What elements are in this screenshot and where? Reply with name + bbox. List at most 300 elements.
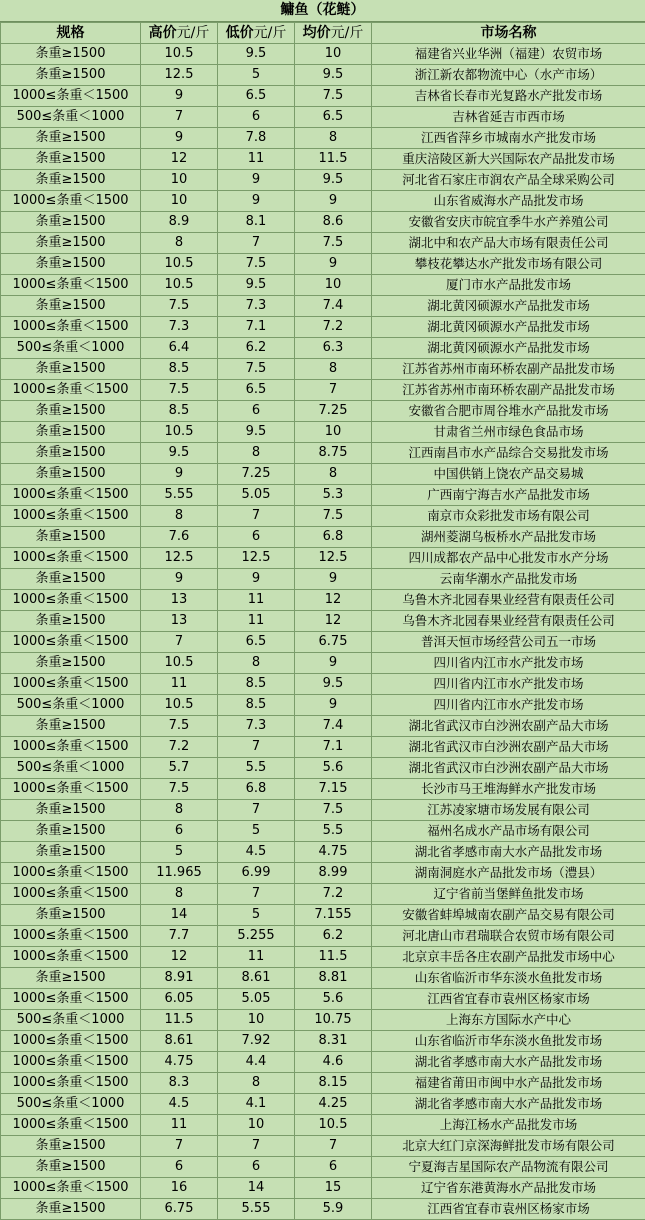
table-row	[1, 65, 645, 86]
cell-spec: 1000≤条重＜1500	[1, 485, 141, 506]
cell-low: 7.92	[218, 1031, 295, 1052]
cell-avg: 8	[295, 128, 372, 149]
cell-avg: 8.15	[295, 1073, 372, 1094]
cell-high: 9	[141, 464, 218, 485]
cell-market: 南京市众彩批发市场有限公司	[372, 506, 645, 527]
cell-avg: 9	[295, 695, 372, 716]
cell-market: 安徽省蚌埠城南农副产品交易有限公司	[372, 905, 645, 926]
cell-high: 8.61	[141, 1031, 218, 1052]
table-row	[1, 422, 645, 443]
cell-spec: 1000≤条重＜1500	[1, 863, 141, 884]
table-row	[1, 653, 645, 674]
price-table	[0, 22, 645, 1220]
cell-low: 7	[218, 1136, 295, 1157]
table-row	[1, 44, 645, 65]
cell-low: 7	[218, 233, 295, 254]
cell-avg: 12.5	[295, 548, 372, 569]
cell-low: 9	[218, 170, 295, 191]
cell-high: 4.5	[141, 1094, 218, 1115]
cell-spec: 500≤条重＜1000	[1, 1094, 141, 1115]
cell-spec: 条重≥1500	[1, 212, 141, 233]
cell-market: 中国供销上饶农产品交易城	[372, 464, 645, 485]
table-row	[1, 716, 645, 737]
cell-low: 6.5	[218, 380, 295, 401]
cell-high: 5.7	[141, 758, 218, 779]
table-row	[1, 1052, 645, 1073]
cell-low: 9.5	[218, 275, 295, 296]
cell-market: 福建省莆田市闽中水产品批发市场	[372, 1073, 645, 1094]
cell-avg: 7.2	[295, 317, 372, 338]
cell-market: 湖北省武汉市白沙洲农副产品大市场	[372, 716, 645, 737]
cell-avg: 7.155	[295, 905, 372, 926]
cell-market: 安徽省安庆市皖宜季牛水产养殖公司	[372, 212, 645, 233]
cell-avg: 4.6	[295, 1052, 372, 1073]
table-row	[1, 107, 645, 128]
table-row	[1, 926, 645, 947]
cell-avg: 7.5	[295, 233, 372, 254]
cell-market: 辽宁省前当堡鲜鱼批发市场	[372, 884, 645, 905]
cell-low: 5	[218, 821, 295, 842]
cell-spec: 500≤条重＜1000	[1, 107, 141, 128]
cell-high: 8	[141, 233, 218, 254]
sheet-title: 鳙鱼（花鲢）	[0, 0, 645, 22]
cell-low: 5	[218, 65, 295, 86]
cell-high: 11	[141, 1115, 218, 1136]
cell-market: 江苏省苏州市南环桥农副产品批发市场	[372, 359, 645, 380]
table-row	[1, 1157, 645, 1178]
cell-high: 8.91	[141, 968, 218, 989]
cell-spec: 1000≤条重＜1500	[1, 191, 141, 212]
cell-spec: 1000≤条重＜1500	[1, 947, 141, 968]
cell-spec: 500≤条重＜1000	[1, 695, 141, 716]
cell-market: 甘肃省兰州市绿色食品市场	[372, 422, 645, 443]
cell-high: 9	[141, 569, 218, 590]
cell-spec: 条重≥1500	[1, 968, 141, 989]
table-row	[1, 905, 645, 926]
table-row	[1, 149, 645, 170]
cell-low: 6.2	[218, 338, 295, 359]
cell-spec: 条重≥1500	[1, 233, 141, 254]
cell-avg: 15	[295, 1178, 372, 1199]
cell-low: 7.3	[218, 296, 295, 317]
cell-spec: 1000≤条重＜1500	[1, 1115, 141, 1136]
cell-low: 8.61	[218, 968, 295, 989]
cell-market: 江苏凌家塘市场发展有限公司	[372, 800, 645, 821]
cell-avg: 8.31	[295, 1031, 372, 1052]
cell-spec: 条重≥1500	[1, 653, 141, 674]
cell-low: 8.5	[218, 674, 295, 695]
table-row	[1, 989, 645, 1010]
table-row	[1, 842, 645, 863]
header-avg-label: 均价	[303, 25, 331, 41]
cell-avg: 7.2	[295, 884, 372, 905]
cell-high: 10	[141, 191, 218, 212]
cell-high: 10.5	[141, 44, 218, 65]
cell-avg: 9.5	[295, 170, 372, 191]
cell-low: 5.05	[218, 989, 295, 1010]
cell-market: 福建省兴业华洲（福建）农贸市场	[372, 44, 645, 65]
table-row	[1, 380, 645, 401]
cell-low: 6.5	[218, 632, 295, 653]
cell-spec: 条重≥1500	[1, 170, 141, 191]
cell-low: 6.8	[218, 779, 295, 800]
cell-low: 9	[218, 569, 295, 590]
cell-low: 14	[218, 1178, 295, 1199]
table-row	[1, 947, 645, 968]
cell-high: 11.5	[141, 1010, 218, 1031]
cell-low: 5.05	[218, 485, 295, 506]
cell-avg: 8.75	[295, 443, 372, 464]
cell-low: 6.5	[218, 86, 295, 107]
cell-high: 8.9	[141, 212, 218, 233]
cell-low: 7.5	[218, 359, 295, 380]
cell-avg: 10	[295, 422, 372, 443]
cell-low: 6	[218, 527, 295, 548]
cell-market: 云南华潮水产品批发市场	[372, 569, 645, 590]
cell-avg: 9.5	[295, 65, 372, 86]
cell-spec: 条重≥1500	[1, 464, 141, 485]
table-row	[1, 296, 645, 317]
cell-high: 10.5	[141, 275, 218, 296]
table-row	[1, 401, 645, 422]
cell-low: 5.55	[218, 1199, 295, 1220]
cell-market: 河北省石家庄市润农产品全球采购公司	[372, 170, 645, 191]
cell-spec: 条重≥1500	[1, 569, 141, 590]
cell-avg: 9	[295, 653, 372, 674]
table-row	[1, 170, 645, 191]
cell-high: 12.5	[141, 65, 218, 86]
cell-spec: 1000≤条重＜1500	[1, 674, 141, 695]
cell-avg: 7	[295, 380, 372, 401]
cell-avg: 7.1	[295, 737, 372, 758]
cell-high: 7.7	[141, 926, 218, 947]
cell-avg: 12	[295, 590, 372, 611]
cell-market: 湖北中和农产品大市场有限责任公司	[372, 233, 645, 254]
cell-spec: 条重≥1500	[1, 1199, 141, 1220]
cell-high: 9	[141, 86, 218, 107]
cell-spec: 条重≥1500	[1, 359, 141, 380]
cell-spec: 1000≤条重＜1500	[1, 737, 141, 758]
cell-low: 4.4	[218, 1052, 295, 1073]
header-high-unit: 元/斤	[177, 25, 210, 41]
cell-high: 7	[141, 107, 218, 128]
cell-spec: 条重≥1500	[1, 1157, 141, 1178]
cell-low: 7	[218, 800, 295, 821]
cell-avg: 4.25	[295, 1094, 372, 1115]
cell-spec: 1000≤条重＜1500	[1, 1073, 141, 1094]
cell-avg: 7.4	[295, 716, 372, 737]
cell-spec: 1000≤条重＜1500	[1, 926, 141, 947]
cell-spec: 条重≥1500	[1, 800, 141, 821]
header-low-unit: 元/斤	[254, 25, 287, 41]
cell-market: 湖北省孝感市南大水产品批发市场	[372, 1094, 645, 1115]
cell-market: 湖南洞庭水产品批发市场（澧县）	[372, 863, 645, 884]
cell-low: 9	[218, 191, 295, 212]
cell-market: 宁夏海吉星国际农产品物流有限公司	[372, 1157, 645, 1178]
cell-spec: 1000≤条重＜1500	[1, 1052, 141, 1073]
cell-spec: 条重≥1500	[1, 1136, 141, 1157]
cell-market: 四川成都农产品中心批发市水产分场	[372, 548, 645, 569]
cell-high: 5	[141, 842, 218, 863]
cell-high: 12	[141, 947, 218, 968]
header-row	[1, 23, 645, 44]
cell-market: 北京大红门京深海鲜批发市场有限公司	[372, 1136, 645, 1157]
cell-market: 江西省宜春市袁州区杨家市场	[372, 1199, 645, 1220]
cell-spec: 条重≥1500	[1, 422, 141, 443]
cell-spec: 1000≤条重＜1500	[1, 989, 141, 1010]
cell-avg: 7.15	[295, 779, 372, 800]
table-row	[1, 758, 645, 779]
cell-avg: 7	[295, 1136, 372, 1157]
cell-high: 10.5	[141, 653, 218, 674]
cell-avg: 10.5	[295, 1115, 372, 1136]
cell-spec: 条重≥1500	[1, 842, 141, 863]
header-low-label: 低价	[226, 25, 254, 41]
table-row	[1, 695, 645, 716]
cell-market: 四川省内江市水产批发市场	[372, 695, 645, 716]
table-row	[1, 1136, 645, 1157]
cell-avg: 7.4	[295, 296, 372, 317]
cell-avg: 5.9	[295, 1199, 372, 1220]
cell-avg: 6.75	[295, 632, 372, 653]
cell-spec: 1000≤条重＜1500	[1, 779, 141, 800]
cell-market: 江西南昌市水产品综合交易批发市场	[372, 443, 645, 464]
table-row	[1, 569, 645, 590]
cell-market: 攀枝花攀达水产批发市场有限公司	[372, 254, 645, 275]
cell-high: 8.3	[141, 1073, 218, 1094]
cell-spec: 1000≤条重＜1500	[1, 884, 141, 905]
cell-avg: 6.2	[295, 926, 372, 947]
cell-avg: 9	[295, 254, 372, 275]
cell-avg: 8.99	[295, 863, 372, 884]
cell-high: 7.5	[141, 779, 218, 800]
cell-low: 7.5	[218, 254, 295, 275]
cell-avg: 6	[295, 1157, 372, 1178]
cell-low: 10	[218, 1010, 295, 1031]
cell-market: 吉林省长春市光复路水产批发市场	[372, 86, 645, 107]
cell-low: 5.5	[218, 758, 295, 779]
cell-low: 12.5	[218, 548, 295, 569]
cell-low: 8	[218, 653, 295, 674]
cell-market: 乌鲁木齐北园春果业经营有限责任公司	[372, 590, 645, 611]
cell-spec: 条重≥1500	[1, 905, 141, 926]
cell-low: 7.1	[218, 317, 295, 338]
table-row	[1, 1178, 645, 1199]
cell-spec: 500≤条重＜1000	[1, 758, 141, 779]
cell-low: 6	[218, 401, 295, 422]
cell-spec: 1000≤条重＜1500	[1, 86, 141, 107]
cell-low: 9.5	[218, 44, 295, 65]
cell-spec: 条重≥1500	[1, 716, 141, 737]
cell-market: 吉林省延吉市西市场	[372, 107, 645, 128]
cell-market: 湖州菱湖乌板桥水产品批发市场	[372, 527, 645, 548]
cell-market: 江苏省苏州市南环桥农副产品批发市场	[372, 380, 645, 401]
header-avg-unit: 元/斤	[331, 25, 364, 41]
header-avg	[295, 23, 372, 44]
cell-spec: 1000≤条重＜1500	[1, 1031, 141, 1052]
cell-avg: 6.8	[295, 527, 372, 548]
cell-high: 9	[141, 128, 218, 149]
cell-low: 7	[218, 737, 295, 758]
cell-spec: 条重≥1500	[1, 149, 141, 170]
cell-high: 7.6	[141, 527, 218, 548]
table-row	[1, 1010, 645, 1031]
cell-market: 辽宁省东港黄海水产品批发市场	[372, 1178, 645, 1199]
cell-avg: 9	[295, 569, 372, 590]
cell-avg: 10	[295, 275, 372, 296]
table-row	[1, 863, 645, 884]
cell-high: 4.75	[141, 1052, 218, 1073]
cell-high: 13	[141, 590, 218, 611]
table-row	[1, 1094, 645, 1115]
cell-spec: 条重≥1500	[1, 296, 141, 317]
cell-market: 湖北省孝感市南大水产品批发市场	[372, 1052, 645, 1073]
cell-high: 13	[141, 611, 218, 632]
cell-avg: 5.5	[295, 821, 372, 842]
table-row	[1, 254, 645, 275]
cell-low: 8.5	[218, 695, 295, 716]
cell-high: 11.965	[141, 863, 218, 884]
cell-spec: 条重≥1500	[1, 254, 141, 275]
cell-market: 湖北省武汉市白沙洲农副产品大市场	[372, 758, 645, 779]
table-row	[1, 1115, 645, 1136]
cell-market: 四川省内江市水产批发市场	[372, 674, 645, 695]
cell-market: 湖北省孝感市南大水产品批发市场	[372, 842, 645, 863]
cell-high: 7.3	[141, 317, 218, 338]
cell-high: 8	[141, 884, 218, 905]
cell-spec: 1000≤条重＜1500	[1, 590, 141, 611]
header-spec: 规格	[1, 23, 141, 44]
cell-spec: 1000≤条重＜1500	[1, 275, 141, 296]
cell-spec: 1000≤条重＜1500	[1, 380, 141, 401]
cell-high: 5.55	[141, 485, 218, 506]
cell-high: 10.5	[141, 695, 218, 716]
cell-market: 长沙市马王堆海鲜水产批发市场	[372, 779, 645, 800]
cell-spec: 条重≥1500	[1, 527, 141, 548]
header-market: 市场名称	[372, 23, 645, 44]
cell-avg: 5.6	[295, 989, 372, 1010]
table-row	[1, 233, 645, 254]
table-row	[1, 674, 645, 695]
table-row	[1, 338, 645, 359]
cell-avg: 6.3	[295, 338, 372, 359]
cell-low: 11	[218, 947, 295, 968]
cell-high: 7.5	[141, 380, 218, 401]
table-row	[1, 884, 645, 905]
cell-spec: 条重≥1500	[1, 401, 141, 422]
cell-market: 湖北黄冈硕源水产品批发市场	[372, 338, 645, 359]
cell-market: 山东省威海水产品批发市场	[372, 191, 645, 212]
cell-low: 11	[218, 149, 295, 170]
cell-low: 9.5	[218, 422, 295, 443]
cell-low: 7.25	[218, 464, 295, 485]
table-row	[1, 359, 645, 380]
cell-market: 北京京丰岳各庄农副产品批发市场中心	[372, 947, 645, 968]
table-row	[1, 800, 645, 821]
cell-low: 8	[218, 1073, 295, 1094]
cell-low: 5.255	[218, 926, 295, 947]
cell-avg: 12	[295, 611, 372, 632]
cell-avg: 7.25	[295, 401, 372, 422]
table-row	[1, 611, 645, 632]
cell-spec: 500≤条重＜1000	[1, 1010, 141, 1031]
cell-spec: 1000≤条重＜1500	[1, 317, 141, 338]
cell-market: 乌鲁木齐北园春果业经营有限责任公司	[372, 611, 645, 632]
cell-high: 6.4	[141, 338, 218, 359]
header-high-label: 高价	[149, 25, 177, 41]
table-row	[1, 275, 645, 296]
cell-low: 6.99	[218, 863, 295, 884]
table-row	[1, 1031, 645, 1052]
cell-spec: 1000≤条重＜1500	[1, 506, 141, 527]
table-row	[1, 779, 645, 800]
cell-high: 12	[141, 149, 218, 170]
cell-market: 湖北黄冈硕源水产品批发市场	[372, 317, 645, 338]
cell-low: 6	[218, 107, 295, 128]
cell-high: 8.5	[141, 401, 218, 422]
table-row	[1, 1073, 645, 1094]
cell-spec: 条重≥1500	[1, 44, 141, 65]
table-row	[1, 191, 645, 212]
cell-low: 5	[218, 905, 295, 926]
cell-low: 11	[218, 611, 295, 632]
cell-high: 6	[141, 1157, 218, 1178]
cell-low: 4.5	[218, 842, 295, 863]
table-body	[1, 44, 645, 1220]
cell-avg: 8	[295, 359, 372, 380]
cell-market: 湖北黄冈硕源水产品批发市场	[372, 296, 645, 317]
cell-market: 重庆涪陵区新大兴国际农产品批发市场	[372, 149, 645, 170]
cell-low: 7.8	[218, 128, 295, 149]
cell-avg: 11.5	[295, 149, 372, 170]
table-row	[1, 737, 645, 758]
cell-high: 6.75	[141, 1199, 218, 1220]
cell-spec: 条重≥1500	[1, 611, 141, 632]
header-low	[218, 23, 295, 44]
cell-market: 广西南宁海吉水产品批发市场	[372, 485, 645, 506]
cell-high: 11	[141, 674, 218, 695]
cell-market: 江西省萍乡市城南水产批发市场	[372, 128, 645, 149]
cell-low: 7	[218, 884, 295, 905]
cell-market: 安徽省合肥市周谷堆水产品批发市场	[372, 401, 645, 422]
cell-low: 11	[218, 590, 295, 611]
cell-market: 山东省临沂市华东淡水鱼批发市场	[372, 1031, 645, 1052]
cell-high: 6	[141, 821, 218, 842]
cell-spec: 500≤条重＜1000	[1, 338, 141, 359]
cell-low: 7	[218, 506, 295, 527]
cell-low: 10	[218, 1115, 295, 1136]
table-row	[1, 632, 645, 653]
table-row	[1, 590, 645, 611]
cell-spec: 条重≥1500	[1, 821, 141, 842]
cell-market: 上海江杨水产品批发市场	[372, 1115, 645, 1136]
cell-market: 浙江新农都物流中心（水产市场）	[372, 65, 645, 86]
cell-high: 7.5	[141, 716, 218, 737]
cell-avg: 11.5	[295, 947, 372, 968]
table-row	[1, 86, 645, 107]
cell-high: 10.5	[141, 254, 218, 275]
cell-market: 江西省宜春市袁州区杨家市场	[372, 989, 645, 1010]
cell-market: 厦门市水产品批发市场	[372, 275, 645, 296]
cell-low: 7.3	[218, 716, 295, 737]
cell-low: 6	[218, 1157, 295, 1178]
cell-market: 福州名成水产品市场有限公司	[372, 821, 645, 842]
cell-spec: 条重≥1500	[1, 443, 141, 464]
cell-spec: 条重≥1500	[1, 65, 141, 86]
cell-avg: 5.3	[295, 485, 372, 506]
cell-high: 14	[141, 905, 218, 926]
table-row	[1, 548, 645, 569]
